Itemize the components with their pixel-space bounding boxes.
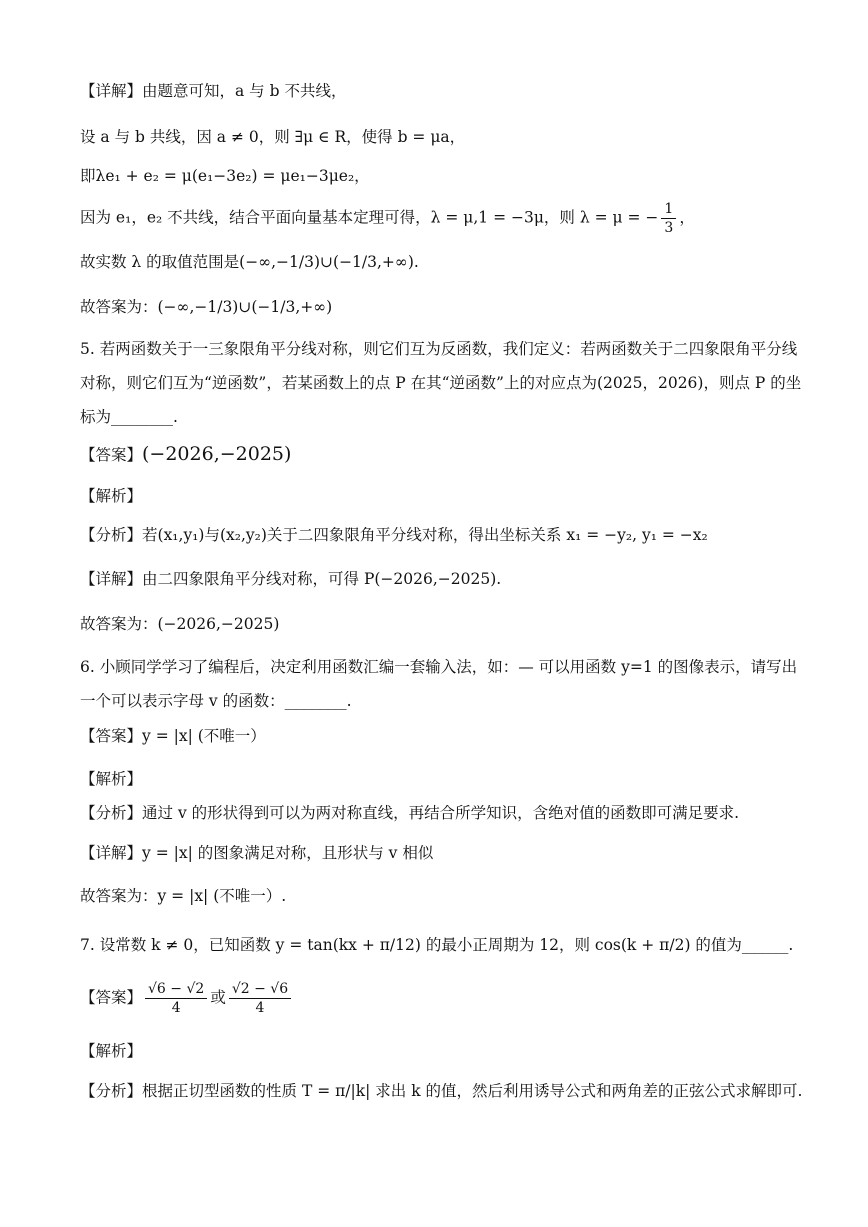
q5-fenxi: 【分析】若(x₁,y₁)与(x₂,y₂)关于二四象限角平分线对称，得出坐标关系 x₁ = −y₂, y₁ = −x₂ xyxy=(80,526,708,544)
q7-answer: 【答案】 $\frac{√6 - √2}{4}$ 或 $\frac{√2 - √6}{4}$ xyxy=(80,980,808,1017)
question-5: 5. 若两函数关于一三象限角平分线对称，则它们互为反函数，我们定义：若两函数关于二四象限角平分线对称，则它们互为“逆函数”，若某函数上的点 P 在其“逆函数”上的对应点为(2025，2026)，则点 P 的坐标为________. xyxy=(80,340,802,426)
range-line: 故实数 λ 的取值范围是(−∞,−1/3)∪(−1/3,+∞). xyxy=(80,253,419,271)
answer-label: 【答案】 xyxy=(80,446,143,464)
q7-analysis-label: 【解析】 xyxy=(80,1042,143,1060)
q7-fenxi: 【分析】根据正切型函数的性质 T = π/|k| 求出 k 的值，然后利用诱导公式和两角差的正弦公式求解即可. xyxy=(80,1082,803,1100)
question-6: 6. 小顾同学学习了编程后，决定利用函数汇编一套输入法，如：— 可以用函数 y=1 的图像表示，请写出一个可以表示字母 v 的函数：________. xyxy=(80,658,798,710)
q6-final: 故答案为：y = |x| (不唯一）. xyxy=(80,887,287,905)
detail-line-2: 设 a 与 b 共线，因 a ≠ 0，则 ∃μ ∈ R，使得 b = μa， xyxy=(80,128,466,146)
detail-line-1: 【详解】由题意可知，a 与 b 不共线， xyxy=(80,82,347,100)
detail-label: 【详解】 xyxy=(80,82,143,100)
q6-fenxi: 【分析】通过 v 的形状得到可以为两对称直线，再结合所学知识，含绝对值的函数即可满足要求. xyxy=(80,804,740,822)
q6-answer: 【答案】y = |x| (不唯一） xyxy=(80,727,266,745)
answer-line-q4: 故答案为：(−∞,−1/3)∪(−1/3,+∞) xyxy=(80,298,333,316)
q5-answer: 【答案】(−2026,−2025) xyxy=(80,443,292,465)
detail-line-3: 即λe₁ + e₂ = μ(e₁−3e₂) = μe₁−3μe₂， xyxy=(80,167,370,185)
q5-detail: 【详解】由二四象限角平分线对称，可得 P(−2026,−2025). xyxy=(80,570,502,588)
question-7: 7. 设常数 k ≠ 0，已知函数 y = tan(kx + π/12) 的最小正周期为 12，则 cos(k + π/2) 的值为______. xyxy=(80,936,794,954)
q5-final: 故答案为：(−2026,−2025) xyxy=(80,615,280,633)
q6-detail: 【详解】y = |x| 的图象满足对称，且形状与 v 相似 xyxy=(80,844,434,862)
detail-line-4: 因为 e₁，e₂ 不共线，结合平面向量基本定理可得，λ = μ,1 = −3μ，则 λ = μ = − $\frac{1}{3}$ ， xyxy=(80,201,695,236)
q6-analysis-label: 【解析】 xyxy=(80,770,143,788)
q5-analysis-label: 【解析】 xyxy=(80,487,143,505)
